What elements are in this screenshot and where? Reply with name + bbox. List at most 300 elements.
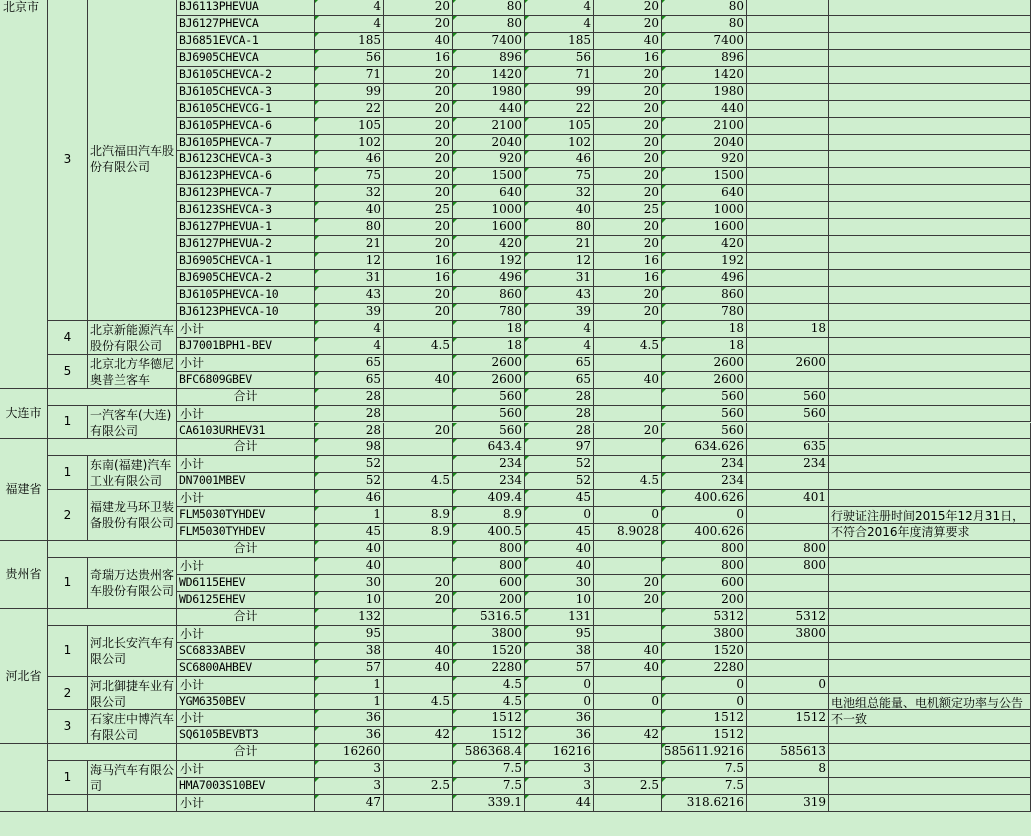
model-code[interactable]: BJ6123PHEVCA-10 [177, 304, 315, 321]
value-cell[interactable]: 3800 [662, 626, 747, 643]
remark-empty[interactable] [829, 84, 1031, 101]
subtotal-label[interactable]: 小计 [177, 761, 315, 778]
value-cell[interactable]: 4.5 [453, 694, 525, 711]
value-cell[interactable]: 36 [315, 727, 384, 744]
company-name[interactable]: 东南(福建)汽车工业有限公司 [88, 456, 177, 490]
value-cell[interactable]: 40 [315, 202, 384, 219]
model-code[interactable]: BFC6809GBEV [177, 372, 315, 389]
value-cell[interactable]: 20 [594, 236, 662, 253]
value-cell[interactable] [747, 338, 829, 355]
value-cell[interactable] [384, 439, 453, 456]
value-cell[interactable]: 319 [747, 795, 829, 812]
value-cell[interactable]: 40 [525, 558, 594, 575]
value-cell[interactable] [384, 795, 453, 812]
remark-empty[interactable] [829, 473, 1031, 490]
value-cell[interactable]: 20 [594, 575, 662, 592]
value-cell[interactable]: 1512 [662, 727, 747, 744]
value-cell[interactable]: 18 [662, 321, 747, 338]
remark-empty[interactable] [829, 761, 1031, 778]
value-cell[interactable] [384, 389, 453, 406]
value-cell[interactable]: 99 [315, 84, 384, 101]
value-cell[interactable]: 105 [525, 118, 594, 135]
value-cell[interactable] [594, 541, 662, 558]
value-cell[interactable] [384, 761, 453, 778]
company-name[interactable]: 北京北方华德尼奥普兰客车 [88, 355, 177, 389]
value-cell[interactable]: 420 [453, 236, 525, 253]
remark-empty[interactable] [829, 338, 1031, 355]
value-cell[interactable] [747, 236, 829, 253]
remark-empty[interactable] [829, 778, 1031, 795]
remark-empty[interactable] [829, 710, 1031, 727]
value-cell[interactable]: 1600 [453, 219, 525, 236]
value-cell[interactable]: 132 [315, 609, 384, 626]
value-cell[interactable] [594, 389, 662, 406]
company-number[interactable]: 4 [48, 321, 88, 355]
value-cell[interactable]: 47 [315, 795, 384, 812]
subtotal-label[interactable]: 小计 [177, 626, 315, 643]
model-code[interactable]: CA6103URHEV31 [177, 423, 315, 440]
value-cell[interactable]: 0 [525, 507, 594, 524]
value-cell[interactable]: 65 [525, 372, 594, 389]
value-cell[interactable]: 98 [315, 439, 384, 456]
value-cell[interactable]: 28 [525, 423, 594, 440]
value-cell[interactable] [384, 406, 453, 423]
model-code[interactable]: FLM5030TYHDEV [177, 524, 315, 541]
value-cell[interactable]: 800 [662, 558, 747, 575]
value-cell[interactable] [594, 558, 662, 575]
value-cell[interactable]: 560 [747, 389, 829, 406]
value-cell[interactable]: 800 [453, 558, 525, 575]
value-cell[interactable]: 20 [384, 101, 453, 118]
value-cell[interactable]: 43 [525, 287, 594, 304]
value-cell[interactable]: 585613 [747, 744, 829, 761]
value-cell[interactable]: 20 [594, 287, 662, 304]
value-cell[interactable]: 31 [315, 270, 384, 287]
remark-empty[interactable] [829, 50, 1031, 67]
value-cell[interactable] [747, 524, 829, 541]
value-cell[interactable]: 57 [315, 660, 384, 677]
value-cell[interactable]: 234 [662, 456, 747, 473]
value-cell[interactable]: 32 [315, 185, 384, 202]
subtotal-label[interactable]: 小计 [177, 710, 315, 727]
total-spacer[interactable] [48, 541, 177, 558]
value-cell[interactable]: 1520 [662, 643, 747, 660]
value-cell[interactable]: 339.1 [453, 795, 525, 812]
value-cell[interactable] [747, 592, 829, 609]
value-cell[interactable]: 22 [525, 101, 594, 118]
value-cell[interactable]: 18 [747, 321, 829, 338]
value-cell[interactable]: 39 [315, 304, 384, 321]
value-cell[interactable] [384, 744, 453, 761]
value-cell[interactable] [384, 456, 453, 473]
value-cell[interactable]: 560 [662, 423, 747, 440]
value-cell[interactable]: 2600 [747, 355, 829, 372]
value-cell[interactable]: 2600 [662, 355, 747, 372]
value-cell[interactable]: 57 [525, 660, 594, 677]
subtotal-label[interactable]: 小计 [177, 677, 315, 694]
value-cell[interactable]: 20 [384, 84, 453, 101]
value-cell[interactable]: 65 [525, 355, 594, 372]
value-cell[interactable]: 1500 [662, 168, 747, 185]
value-cell[interactable]: 185 [315, 33, 384, 50]
region-cell[interactable]: 北京市 [0, 0, 48, 389]
value-cell[interactable]: 3 [315, 761, 384, 778]
remark-empty[interactable] [829, 558, 1031, 575]
model-code[interactable]: BJ6105PHEVCA-10 [177, 287, 315, 304]
value-cell[interactable]: 0 [525, 677, 594, 694]
remark-empty[interactable] [829, 202, 1031, 219]
value-cell[interactable]: 0 [747, 677, 829, 694]
value-cell[interactable]: 560 [453, 389, 525, 406]
value-cell[interactable]: 192 [453, 253, 525, 270]
region-cell[interactable]: 福建省 [0, 439, 48, 541]
value-cell[interactable] [747, 253, 829, 270]
model-code[interactable]: BJ6105CHEVCG-1 [177, 101, 315, 118]
model-code[interactable]: YGM6350BEV [177, 694, 315, 711]
value-cell[interactable]: 800 [747, 558, 829, 575]
value-cell[interactable]: 36 [525, 727, 594, 744]
value-cell[interactable]: 20 [594, 0, 662, 16]
value-cell[interactable]: 4 [315, 321, 384, 338]
remark-empty[interactable] [829, 219, 1031, 236]
value-cell[interactable]: 71 [315, 67, 384, 84]
value-cell[interactable]: 234 [747, 456, 829, 473]
remark-empty[interactable] [829, 0, 1031, 16]
value-cell[interactable]: 920 [453, 151, 525, 168]
value-cell[interactable]: 20 [384, 592, 453, 609]
value-cell[interactable]: 20 [384, 67, 453, 84]
value-cell[interactable]: 234 [662, 473, 747, 490]
value-cell[interactable]: 38 [525, 643, 594, 660]
remark-empty[interactable] [829, 236, 1031, 253]
value-cell[interactable]: 0 [662, 507, 747, 524]
value-cell[interactable]: 440 [662, 101, 747, 118]
total-spacer[interactable] [48, 439, 177, 456]
remark-empty[interactable] [829, 406, 1031, 423]
value-cell[interactable] [747, 694, 829, 711]
value-cell[interactable]: 40 [384, 643, 453, 660]
value-cell[interactable] [594, 490, 662, 507]
value-cell[interactable] [594, 456, 662, 473]
value-cell[interactable]: 10 [525, 592, 594, 609]
company-number[interactable]: 1 [48, 626, 88, 677]
total-label[interactable]: 合计 [177, 609, 315, 626]
remark-empty[interactable] [829, 490, 1031, 507]
value-cell[interactable]: 1000 [453, 202, 525, 219]
value-cell[interactable]: 1500 [453, 168, 525, 185]
value-cell[interactable]: 36 [315, 710, 384, 727]
total-label[interactable]: 合计 [177, 541, 315, 558]
remark-note[interactable]: 电池组总能量、电机额定功率与公告不一致 [829, 694, 1031, 711]
model-code[interactable]: BJ6123PHEVCA-7 [177, 185, 315, 202]
value-cell[interactable]: 40 [384, 372, 453, 389]
value-cell[interactable]: 4 [315, 338, 384, 355]
value-cell[interactable]: 8.9 [453, 507, 525, 524]
value-cell[interactable] [384, 541, 453, 558]
value-cell[interactable]: 585611.9216 [662, 744, 747, 761]
value-cell[interactable]: 30 [315, 575, 384, 592]
value-cell[interactable]: 12 [315, 253, 384, 270]
value-cell[interactable]: 16260 [315, 744, 384, 761]
value-cell[interactable]: 20 [384, 575, 453, 592]
value-cell[interactable]: 25 [384, 202, 453, 219]
value-cell[interactable]: 40 [594, 660, 662, 677]
value-cell[interactable]: 185 [525, 33, 594, 50]
value-cell[interactable]: 28 [315, 406, 384, 423]
value-cell[interactable]: 38 [315, 643, 384, 660]
value-cell[interactable] [747, 135, 829, 152]
value-cell[interactable]: 401 [747, 490, 829, 507]
remark-empty[interactable] [829, 355, 1031, 372]
value-cell[interactable]: 75 [525, 168, 594, 185]
value-cell[interactable]: 560 [747, 406, 829, 423]
value-cell[interactable]: 45 [525, 524, 594, 541]
value-cell[interactable]: 20 [594, 168, 662, 185]
value-cell[interactable]: 20 [384, 16, 453, 33]
value-cell[interactable]: 1000 [662, 202, 747, 219]
value-cell[interactable]: 0 [594, 507, 662, 524]
model-code[interactable]: BJ7001BPH1-BEV [177, 338, 315, 355]
value-cell[interactable] [747, 778, 829, 795]
remark-empty[interactable] [829, 304, 1031, 321]
value-cell[interactable]: 40 [384, 660, 453, 677]
remark-empty[interactable] [829, 439, 1031, 456]
value-cell[interactable] [747, 151, 829, 168]
model-code[interactable]: SQ6105BEVBT3 [177, 727, 315, 744]
value-cell[interactable]: 20 [594, 185, 662, 202]
value-cell[interactable]: 12 [525, 253, 594, 270]
value-cell[interactable]: 20 [384, 168, 453, 185]
value-cell[interactable]: 5316.5 [453, 609, 525, 626]
value-cell[interactable]: 75 [315, 168, 384, 185]
value-cell[interactable]: 860 [453, 287, 525, 304]
value-cell[interactable]: 2040 [662, 135, 747, 152]
value-cell[interactable] [747, 727, 829, 744]
company-name[interactable]: 北京新能源汽车股份有限公司 [88, 321, 177, 355]
value-cell[interactable]: 7.5 [662, 761, 747, 778]
value-cell[interactable] [747, 372, 829, 389]
value-cell[interactable] [594, 795, 662, 812]
value-cell[interactable]: 2100 [662, 118, 747, 135]
value-cell[interactable]: 40 [315, 541, 384, 558]
model-code[interactable]: BJ6123SHEVCA-3 [177, 202, 315, 219]
value-cell[interactable]: 318.6216 [662, 795, 747, 812]
value-cell[interactable]: 4 [525, 0, 594, 16]
value-cell[interactable]: 1420 [453, 67, 525, 84]
value-cell[interactable] [747, 118, 829, 135]
remark-empty[interactable] [829, 321, 1031, 338]
model-code[interactable]: SC6833ABEV [177, 643, 315, 660]
remark-empty[interactable] [829, 287, 1031, 304]
company-name[interactable]: 北汽福田汽车股份有限公司 [88, 0, 177, 321]
value-cell[interactable] [747, 507, 829, 524]
value-cell[interactable] [747, 0, 829, 16]
value-cell[interactable]: 16 [594, 50, 662, 67]
value-cell[interactable]: 200 [662, 592, 747, 609]
value-cell[interactable]: 20 [384, 135, 453, 152]
value-cell[interactable]: 18 [453, 321, 525, 338]
company-number[interactable]: 1 [48, 761, 88, 795]
company-name[interactable] [88, 795, 177, 812]
value-cell[interactable]: 16 [384, 270, 453, 287]
value-cell[interactable]: 600 [662, 575, 747, 592]
value-cell[interactable] [747, 270, 829, 287]
model-code[interactable]: BJ6127PHEVCA [177, 16, 315, 33]
value-cell[interactable]: 102 [525, 135, 594, 152]
value-cell[interactable]: 20 [594, 592, 662, 609]
value-cell[interactable]: 2600 [453, 372, 525, 389]
value-cell[interactable]: 4 [315, 16, 384, 33]
total-spacer[interactable] [48, 609, 177, 626]
company-name[interactable]: 海马汽车有限公司 [88, 761, 177, 795]
company-name[interactable]: 石家庄中博汽车有限公司 [88, 710, 177, 744]
value-cell[interactable]: 586368.4 [453, 744, 525, 761]
value-cell[interactable]: 2.5 [594, 778, 662, 795]
value-cell[interactable] [594, 761, 662, 778]
value-cell[interactable]: 1980 [453, 84, 525, 101]
region-cell[interactable]: 大连市 [0, 389, 48, 440]
region-cell[interactable]: 河北省 [0, 609, 48, 745]
value-cell[interactable]: 40 [525, 202, 594, 219]
company-number[interactable]: 5 [48, 355, 88, 389]
value-cell[interactable]: 1520 [453, 643, 525, 660]
model-code[interactable]: BJ6905CHEVCA-2 [177, 270, 315, 287]
remark-empty[interactable] [829, 660, 1031, 677]
value-cell[interactable]: 44 [525, 795, 594, 812]
total-label[interactable]: 合计 [177, 389, 315, 406]
remark-empty[interactable] [829, 151, 1031, 168]
remark-empty[interactable] [829, 389, 1031, 406]
value-cell[interactable]: 10 [315, 592, 384, 609]
value-cell[interactable]: 2280 [453, 660, 525, 677]
remark-empty[interactable] [829, 643, 1031, 660]
value-cell[interactable]: 7400 [662, 33, 747, 50]
value-cell[interactable]: 20 [594, 101, 662, 118]
value-cell[interactable]: 40 [384, 33, 453, 50]
value-cell[interactable]: 643.4 [453, 439, 525, 456]
model-code[interactable]: BJ6105CHEVCA-3 [177, 84, 315, 101]
value-cell[interactable]: 102 [315, 135, 384, 152]
value-cell[interactable]: 20 [384, 219, 453, 236]
value-cell[interactable] [747, 287, 829, 304]
company-name[interactable]: 河北长安汽车有限公司 [88, 626, 177, 677]
remark-note[interactable]: 行驶证注册时间2015年12月31日，不符合2016年度清算要求 [829, 507, 1031, 524]
model-code[interactable]: SC6800AHBEV [177, 660, 315, 677]
value-cell[interactable] [747, 202, 829, 219]
value-cell[interactable]: 46 [525, 151, 594, 168]
value-cell[interactable] [594, 626, 662, 643]
value-cell[interactable]: 36 [525, 710, 594, 727]
value-cell[interactable]: 234 [453, 473, 525, 490]
value-cell[interactable]: 31 [525, 270, 594, 287]
value-cell[interactable]: 1512 [453, 727, 525, 744]
value-cell[interactable]: 800 [453, 541, 525, 558]
value-cell[interactable]: 40 [594, 643, 662, 660]
value-cell[interactable]: 5312 [747, 609, 829, 626]
remark-empty[interactable] [829, 541, 1031, 558]
value-cell[interactable] [747, 423, 829, 440]
value-cell[interactable]: 4.5 [384, 694, 453, 711]
model-code[interactable]: HMA7003S10BEV [177, 778, 315, 795]
value-cell[interactable]: 1512 [747, 710, 829, 727]
model-code[interactable]: BJ6105PHEVCA-7 [177, 135, 315, 152]
value-cell[interactable]: 20 [594, 118, 662, 135]
value-cell[interactable] [384, 710, 453, 727]
value-cell[interactable]: 496 [662, 270, 747, 287]
value-cell[interactable] [594, 744, 662, 761]
company-name[interactable]: 一汽客车(大连)有限公司 [88, 406, 177, 440]
model-code[interactable]: BJ6123CHEVCA-3 [177, 151, 315, 168]
value-cell[interactable]: 860 [662, 287, 747, 304]
value-cell[interactable]: 56 [525, 50, 594, 67]
value-cell[interactable]: 634.626 [662, 439, 747, 456]
remark-empty[interactable] [829, 168, 1031, 185]
value-cell[interactable]: 40 [525, 541, 594, 558]
value-cell[interactable]: 22 [315, 101, 384, 118]
value-cell[interactable]: 16 [384, 50, 453, 67]
value-cell[interactable]: 635 [747, 439, 829, 456]
value-cell[interactable]: 560 [453, 423, 525, 440]
remark-empty[interactable] [829, 575, 1031, 592]
value-cell[interactable]: 2600 [662, 372, 747, 389]
value-cell[interactable]: 2100 [453, 118, 525, 135]
value-cell[interactable]: 65 [315, 355, 384, 372]
value-cell[interactable]: 16216 [525, 744, 594, 761]
value-cell[interactable]: 28 [525, 406, 594, 423]
value-cell[interactable] [747, 50, 829, 67]
value-cell[interactable]: 4 [525, 338, 594, 355]
value-cell[interactable]: 20 [384, 236, 453, 253]
value-cell[interactable]: 1512 [662, 710, 747, 727]
value-cell[interactable]: 8.9028 [594, 524, 662, 541]
value-cell[interactable] [384, 609, 453, 626]
remark-empty[interactable] [829, 16, 1031, 33]
model-code[interactable]: FLM5030TYHDEV [177, 507, 315, 524]
value-cell[interactable]: 131 [525, 609, 594, 626]
value-cell[interactable] [384, 558, 453, 575]
value-cell[interactable]: 560 [662, 406, 747, 423]
value-cell[interactable]: 3800 [747, 626, 829, 643]
value-cell[interactable]: 4.5 [453, 677, 525, 694]
value-cell[interactable]: 0 [662, 677, 747, 694]
model-code[interactable]: DN7001MBEV [177, 473, 315, 490]
value-cell[interactable]: 7.5 [662, 778, 747, 795]
model-code[interactable]: BJ6105CHEVCA-2 [177, 67, 315, 84]
value-cell[interactable]: 28 [315, 389, 384, 406]
value-cell[interactable]: 20 [594, 151, 662, 168]
value-cell[interactable]: 71 [525, 67, 594, 84]
value-cell[interactable]: 780 [453, 304, 525, 321]
value-cell[interactable]: 95 [315, 626, 384, 643]
value-cell[interactable]: 5312 [662, 609, 747, 626]
model-code[interactable]: WD6115EHEV [177, 575, 315, 592]
value-cell[interactable]: 105 [315, 118, 384, 135]
value-cell[interactable]: 20 [384, 0, 453, 16]
remark-empty[interactable] [829, 626, 1031, 643]
company-number[interactable]: 1 [48, 456, 88, 490]
remark-empty[interactable] [829, 135, 1031, 152]
value-cell[interactable]: 16 [384, 253, 453, 270]
value-cell[interactable]: 192 [662, 253, 747, 270]
value-cell[interactable]: 32 [525, 185, 594, 202]
value-cell[interactable]: 28 [315, 423, 384, 440]
value-cell[interactable] [747, 643, 829, 660]
value-cell[interactable]: 25 [594, 202, 662, 219]
value-cell[interactable]: 800 [662, 541, 747, 558]
value-cell[interactable]: 40 [594, 372, 662, 389]
value-cell[interactable]: 20 [594, 67, 662, 84]
value-cell[interactable]: 40 [594, 33, 662, 50]
